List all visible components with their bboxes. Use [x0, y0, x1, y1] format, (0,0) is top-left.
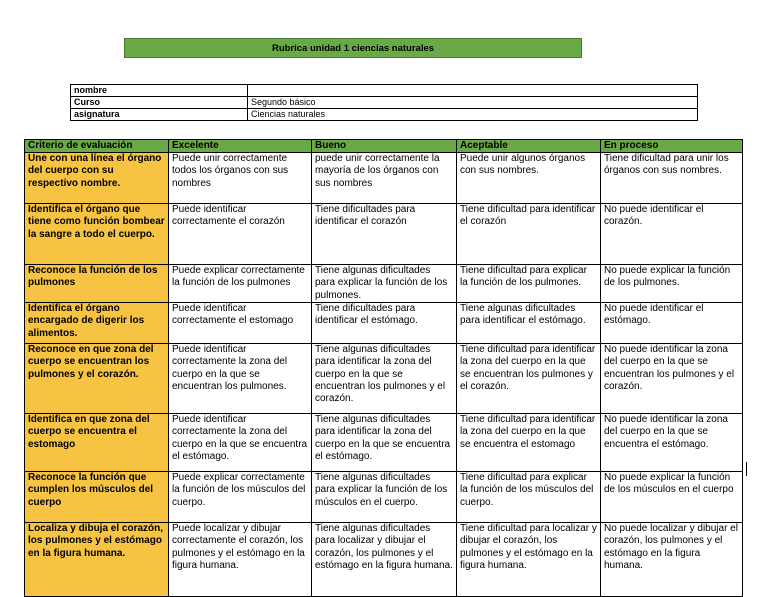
rubric-row	[25, 344, 743, 414]
rubric-row	[25, 472, 743, 523]
criterion-cell: Reconoce en que zona del cuerpo se encuentran los pulmones y el corazón.	[25, 344, 169, 414]
level-cell: Tiene dificultad para identificar la zona del cuerpo en la que se encuentra el estomago	[457, 414, 601, 472]
rubric-row	[25, 204, 743, 265]
column-header: Aceptable	[457, 140, 601, 153]
level-cell: Puede identificar correctamente el corazón	[169, 204, 312, 265]
info-label: nombre	[71, 85, 248, 97]
criterion-cell: Identifica en que zona del cuerpo se encuentra el estomago	[25, 414, 169, 472]
level-cell: Puede identificar correctamente la zona del cuerpo en la que se encuentra el estómago.	[169, 414, 312, 472]
column-header: Bueno	[312, 140, 457, 153]
level-cell: Puede explicar correctamente la función de los músculos del cuerpo.	[169, 472, 312, 523]
level-cell: Puede identificar correctamente el estomago	[169, 303, 312, 344]
level-cell: puede unir correctamente la mayoría de los órganos con sus nombres	[312, 153, 457, 204]
level-cell: Puede unir algunos órganos con sus nombres.	[457, 153, 601, 204]
info-row	[71, 85, 698, 97]
info-label: asignatura	[71, 109, 248, 121]
criterion-cell: Localiza y dibuja el corazón, los pulmones y el estómago en la figura humana.	[25, 523, 169, 597]
info-label: Curso	[71, 97, 248, 109]
level-cell: No puede explicar la función de los pulmones.	[601, 265, 743, 303]
info-value: Ciencias naturales	[248, 109, 698, 121]
level-cell: Tiene algunas dificultades para identificar la zona del cuerpo en la que se encuentra el estómago.	[312, 414, 457, 472]
rubric-row	[25, 303, 743, 344]
level-cell: Tiene algunas dificultades para localizar y dibujar el corazón, los pulmones y el estómago en la figura humana.	[312, 523, 457, 597]
level-cell: Tiene dificultad para explicar la función de los músculos del cuerpo.	[457, 472, 601, 523]
column-header: Criterio de evaluación	[25, 140, 169, 153]
level-cell: Puede identificar correctamente la zona del cuerpo en la que se encuentran los pulmones.	[169, 344, 312, 414]
rubric-row	[25, 153, 743, 204]
level-cell: No puede identificar el corazón.	[601, 204, 743, 265]
column-header: En proceso	[601, 140, 743, 153]
level-cell: Tiene dificultades para identificar el estómago.	[312, 303, 457, 344]
level-cell: Puede unir correctamente todos los órganos con sus nombres	[169, 153, 312, 204]
level-cell: Tiene dificultad para identificar el corazón	[457, 204, 601, 265]
level-cell: Tiene dificultades para identificar el corazón	[312, 204, 457, 265]
criterion-cell: Identifica el órgano que tiene como función bombear la sangre a todo el cuerpo.	[25, 204, 169, 265]
level-cell: No puede localizar y dibujar el corazón, los pulmones y el estómago en la figura humana.	[601, 523, 743, 597]
level-cell: Tiene algunas dificultades para explicar la función de los pulmones.	[312, 265, 457, 303]
level-cell: Tiene dificultad para localizar y dibujar el corazón, los pulmones y el estómago en la figura humana.	[457, 523, 601, 597]
criterion-cell: Reconoce la función que cumplen los músculos del cuerpo	[25, 472, 169, 523]
rubric-row	[25, 414, 743, 472]
rubric-header-row	[25, 140, 743, 153]
criterion-cell: Identifica el órgano encargado de digerir los alimentos.	[25, 303, 169, 344]
level-cell: No puede identificar el estómago.	[601, 303, 743, 344]
info-row	[71, 109, 698, 121]
level-cell: Tiene dificultad para explicar la función de los pulmones.	[457, 265, 601, 303]
level-cell: No puede identificar la zona del cuerpo en la que se encuentra el estómago.	[601, 414, 743, 472]
document-title: Rubrica unidad 1 ciencias naturales	[124, 38, 582, 58]
level-cell: Tiene algunas dificultades para identificar el estómago.	[457, 303, 601, 344]
level-cell: Tiene algunas dificultades para explicar la función de los músculos en el cuerpo.	[312, 472, 457, 523]
info-value: Segundo básico	[248, 97, 698, 109]
column-header: Excelente	[169, 140, 312, 153]
level-cell: No puede explicar la función de los músculos en el cuerpo	[601, 472, 743, 523]
student-info-table	[70, 84, 698, 121]
criterion-cell: Une con una línea el órgano del cuerpo con su respectivo nombre.	[25, 153, 169, 204]
rubric-table	[24, 139, 743, 597]
level-cell: Tiene dificultad para unir los órganos con sus nombres.	[601, 153, 743, 204]
level-cell: Puede explicar correctamente la función de los pulmones	[169, 265, 312, 303]
edge-mark	[746, 462, 747, 476]
rubric-row	[25, 523, 743, 597]
level-cell: Puede localizar y dibujar correctamente el corazón, los pulmones y el estómago en la figura humana.	[169, 523, 312, 597]
criterion-cell: Reconoce la función de los pulmones	[25, 265, 169, 303]
level-cell: Tiene algunas dificultades para identificar la zona del cuerpo en la que se encuentran los pulmones y el corazón.	[312, 344, 457, 414]
level-cell: No puede identificar la zona del cuerpo en la que se encuentran los pulmones y el corazón.	[601, 344, 743, 414]
level-cell: Tiene dificultad para identificar la zona del cuerpo en la que se encuentran los pulmones y el corazón.	[457, 344, 601, 414]
info-value	[248, 85, 698, 97]
info-row	[71, 97, 698, 109]
rubric-row	[25, 265, 743, 303]
